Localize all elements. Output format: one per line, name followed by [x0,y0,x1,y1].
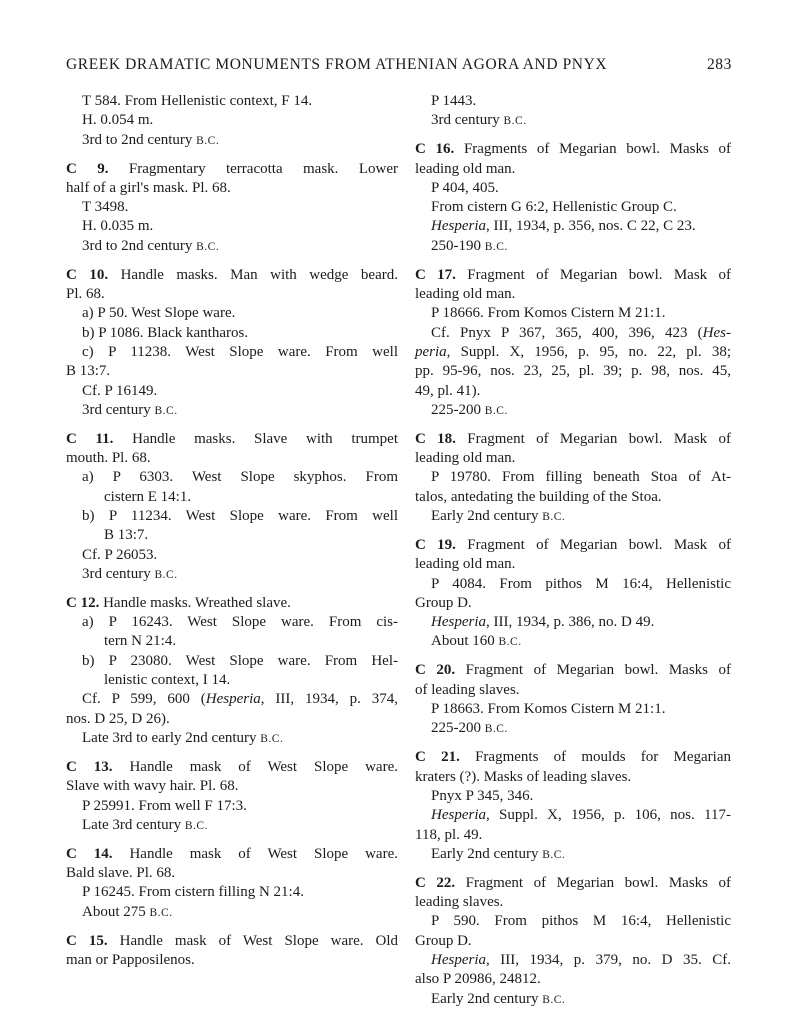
entry-desc: leading old man. [415,450,516,467]
entry-heading: C 18. Fragment of Megarian bowl. Mask of [415,430,731,447]
left-column [66,92,398,979]
entry-desc: leading old man. [415,160,516,177]
inv-line: P 4084. From pithos M 16:4, Hellenistic [431,575,731,592]
catalogue-entry-c20 [415,661,731,739]
entry-id: C 16. [415,141,455,158]
catalogue-entry-c12 [66,594,398,749]
item-b: b) P 11234. West Slope ware. From well [82,508,398,524]
entry-desc: Bald slave. Pl. 68. [66,865,176,882]
catalogue-entry-c18 [415,430,731,527]
item-b: b) P 1086. Black kantharos. [82,324,249,341]
reference-line: Hesperia, Suppl. X, 1956, p. 106, nos. 117- [431,807,731,824]
cf-line-cont: peria, Suppl. X, 1956, p. 95, no. 22, pl. 38; [415,343,731,360]
inv-line: P 16245. From cistern filling N 21:4. [82,884,304,901]
entry-heading: C 22. Fragment of Megarian bowl. Masks of [415,874,732,891]
reference-line-cont: 118, pl. 49. [415,826,483,843]
inv-line-cont: Group D. [415,594,472,611]
entry-desc: leading slaves. [415,894,504,911]
item-b-cont: B 13:7. [104,527,149,544]
inv-line: T 3498. [82,199,129,216]
catalogue-entry-c21 [415,748,731,865]
entry-id: C 22. [415,874,456,891]
item-c-cont: B 13:7. [66,363,111,380]
entry-id: C 14. [66,845,113,862]
entry-heading: C 15. Handle mask of West Slope ware. Old [66,932,399,949]
catalogue-entry-c19 [415,536,731,653]
entry-heading: C 14. Handle mask of West Slope ware. [66,845,398,862]
reference-line: Hesperia, III, 1934, p. 379, no. D 35. Cf. [431,951,731,968]
inv-line: P 18666. From Komos Cistern M 21:1. [431,305,666,322]
cf-line-cont: nos. D 25, D 26). [66,710,170,727]
entry-heading: C 13. Handle mask of West Slope ware. [66,758,398,775]
entry-desc: mouth. Pl. 68. [66,450,151,467]
date-line: Early 2nd century B.C. [431,508,566,524]
inv-line: P 404, 405. [431,179,499,196]
catalogue-entry-c11 [66,430,398,585]
reference-line-cont: also P 20986, 24812. [415,971,541,988]
item-a: a) P 16243. West Slope ware. From cis- [82,614,398,631]
catalogue-entry-c17 [415,266,731,421]
entry-desc: leading old man. [415,286,516,303]
height-line: H. 0.035 m. [82,218,154,235]
entry-desc: man or Papposilenos. [66,951,195,968]
entry-continuation [415,92,731,132]
entry-heading: C 12. Handle masks. Wreathed slave. [66,594,291,611]
catalogue-entry-c22 [415,874,731,1010]
date-line: About 160 B.C. [431,633,522,650]
catalogue-entry-c10 [66,266,398,421]
catalogue-entry-c15 [66,932,398,971]
entry-id: C 19. [415,536,456,553]
catalogue-entry-c9 [66,160,398,257]
date-line: Late 3rd century B.C. [82,816,208,833]
date-line: 3rd to 2nd century B.C. [82,131,220,148]
catalogue-entry-c13 [66,758,398,836]
entry-continuation [66,92,398,151]
item-a: a) P 6303. West Slope skyphos. From [82,469,398,486]
date-line: 225-200 B.C. [431,720,508,737]
catalogue-entry-c14 [66,845,398,923]
provenance-line: From cistern G 6:2, Hellenistic Group C. [431,199,677,216]
cf-line-cont: 49, pl. 41). [415,382,481,399]
entry-id: C 9. [66,160,109,177]
date-line: Early 2nd century B.C. [431,845,566,862]
inv-line: P 1443. [431,93,477,109]
inv-line: Pnyx P 345, 346. [431,787,534,804]
entry-desc: of leading slaves. [415,681,520,698]
cf-line: Cf. Pnyx P 367, 365, 400, 396, 423 (Hes- [431,324,731,341]
entry-desc: half of a girl's mask. Pl. 68. [66,179,231,196]
item-a: a) P 50. West Slope ware. [82,305,236,322]
date-line: Early 2nd century B.C. [431,990,566,1007]
entry-heading: C 10. Handle masks. Man with wedge beard. [66,266,398,283]
entry-heading: C 19. Fragment of Megarian bowl. Mask of [415,536,731,553]
entry-heading: C 16. Fragments of Megarian bowl. Masks of [415,141,731,158]
entry-desc: Pl. 68. [66,286,105,303]
entry-desc: kraters (?). Masks of leading slaves. [415,768,632,785]
reference-line: Hesperia, III, 1934, p. 356, nos. C 22, C 23. [431,218,696,235]
entry-heading: C 21. Fragments of moulds for Megarian [415,749,731,766]
entry-id: C 17. [415,266,456,283]
entry-id: C 15. [66,932,108,949]
inv-line: P 25991. From well F 17:3. [82,797,247,814]
catalogue-entry-c16 [415,140,731,257]
cf-line: Cf. P 16149. [82,382,158,399]
inv-line: P 18663. From Komos Cistern M 21:1. [431,701,666,718]
inv-line-cont: Group D. [415,932,472,949]
item-c: c) P 11238. West Slope ware. From well [82,343,398,360]
running-header [66,56,732,80]
date-line: About 275 B.C. [82,903,173,920]
item-b: b) P 23080. West Slope ware. From Hel- [82,652,398,669]
entry-desc: Slave with wavy hair. Pl. 68. [66,778,239,795]
date-line: 3rd century B.C. [431,112,527,129]
entry-id: C 12. [66,594,100,611]
entry-heading: C 11. Handle masks. Slave with trumpet [66,430,398,447]
inv-line-cont: talos, antedating the building of the Stoa. [415,488,662,505]
date-line: 225-200 B.C. [431,401,508,418]
page-number: 283 [706,56,732,73]
cf-line: Cf. P 26053. [82,546,158,563]
entry-id: C 10. [66,266,109,283]
date-line: Late 3rd to early 2nd century B.C. [82,729,284,746]
cf-line-cont: pp. 95-96, nos. 23, 25, pl. 39; p. 98, nos. 45, [415,363,731,380]
date-line: 3rd century B.C. [82,401,178,418]
right-column [415,92,731,1019]
entry-desc: leading old man. [415,556,516,573]
running-title: GREEK DRAMATIC MONUMENTS FROM ATHENIAN AGORA AND PNYX [66,56,608,73]
item-a-cont: tern N 21:4. [104,633,177,650]
entry-id: C 11. [66,430,114,447]
reference-line: Hesperia, III, 1934, p. 386, no. D 49. [431,614,655,631]
date-line: 3rd century B.C. [82,565,178,582]
entry-id: C 18. [415,430,456,447]
inv-line: T 584. From Hellenistic context, F 14. [82,93,313,109]
inv-line: P 590. From pithos M 16:4, Hellenistic [431,913,731,930]
entry-id: C 21. [415,749,460,766]
entry-id: C 20. [415,662,456,679]
item-a-cont: cistern E 14:1. [104,488,192,505]
entry-heading: C 20. Fragment of Megarian bowl. Masks of [415,662,732,679]
height-line: H. 0.054 m. [82,112,154,129]
date-line: 250-190 B.C. [431,237,508,254]
date-line: 3rd to 2nd century B.C. [82,237,220,254]
entry-id: C 13. [66,758,113,775]
item-b-cont: lenistic context, I 14. [104,672,231,689]
cf-line: Cf. P 599, 600 (Hesperia, III, 1934, p. 374, [82,691,398,708]
entry-heading: C 17. Fragment of Megarian bowl. Mask of [415,266,731,283]
inv-line: P 19780. From filling beneath Stoa of At- [431,469,731,486]
entry-heading: C 9. Fragmentary terracotta mask. Lower [66,160,398,177]
